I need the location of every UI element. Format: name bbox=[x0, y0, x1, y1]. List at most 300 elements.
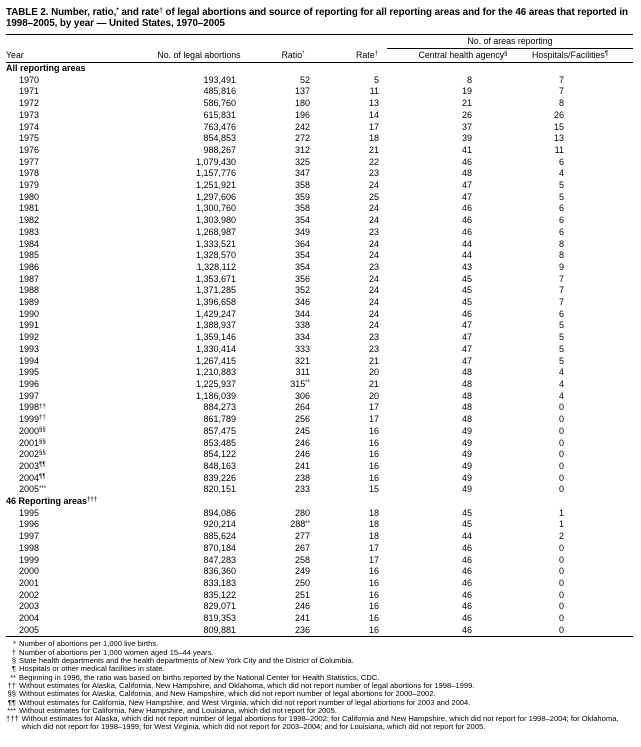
year-cell: 1995 bbox=[19, 507, 40, 518]
value-cell: 24 bbox=[368, 250, 379, 261]
value-cell: 0 bbox=[558, 566, 564, 577]
value-cell: 7 bbox=[558, 86, 564, 97]
value-cell: 920,214 bbox=[203, 519, 236, 530]
year-cell: 1999 bbox=[19, 554, 40, 565]
table-row bbox=[6, 414, 633, 426]
table-row bbox=[6, 86, 633, 98]
year-cell: 2004¶¶ bbox=[19, 472, 46, 483]
value-cell: 1,371,285 bbox=[195, 285, 236, 296]
year-cell: 1971 bbox=[19, 86, 40, 97]
value-cell: 6 bbox=[558, 215, 564, 226]
footnote-text: Without estimates for California, New Hampshire, and Louisiana, which did not report for 2005. bbox=[19, 705, 337, 715]
value-cell: 4 bbox=[558, 378, 564, 389]
table-row bbox=[6, 110, 633, 122]
value-cell: 0 bbox=[558, 624, 564, 635]
year-cell: 1998†† bbox=[19, 402, 46, 413]
value-cell: 258 bbox=[294, 554, 310, 565]
year-cell: 1990 bbox=[19, 308, 40, 319]
value-cell: 848,163 bbox=[203, 460, 236, 471]
footnote-text: Hospitals or other medical facilities in state. bbox=[19, 664, 165, 674]
footnote-text: Number of abortions per 1,000 women aged 15–44 years. bbox=[19, 647, 214, 657]
value-cell: 24 bbox=[368, 308, 379, 319]
value-cell: 16 bbox=[368, 566, 379, 577]
value-cell: 988,267 bbox=[203, 144, 236, 155]
value-cell: 196 bbox=[294, 109, 310, 120]
value-cell: 0 bbox=[558, 613, 564, 624]
year-cell: 1999†† bbox=[19, 414, 46, 425]
value-cell: 19 bbox=[461, 86, 472, 97]
value-cell: 820,151 bbox=[203, 484, 236, 495]
value-cell: 24 bbox=[368, 238, 379, 249]
value-cell: 18 bbox=[368, 133, 379, 144]
value-cell: 37 bbox=[461, 121, 472, 132]
table-row bbox=[6, 461, 633, 473]
value-cell: 16 bbox=[368, 589, 379, 600]
value-cell: 364 bbox=[294, 238, 310, 249]
table-row bbox=[6, 203, 633, 215]
column-header-ratio: Ratio* bbox=[242, 48, 317, 63]
year-cell: 1982 bbox=[19, 215, 40, 226]
year-cell: 1977 bbox=[19, 156, 40, 167]
value-cell: 24 bbox=[368, 285, 379, 296]
value-cell: 857,475 bbox=[203, 425, 236, 436]
year-cell: 1988 bbox=[19, 285, 40, 296]
value-cell: 46 bbox=[461, 215, 472, 226]
year-cell: 1995 bbox=[19, 367, 40, 378]
year-cell: 1997 bbox=[19, 531, 40, 542]
value-cell: 48 bbox=[461, 367, 472, 378]
value-cell: 358 bbox=[294, 180, 310, 191]
table-row bbox=[6, 309, 633, 321]
value-cell: 5 bbox=[373, 74, 379, 85]
table-row bbox=[6, 531, 633, 543]
value-cell: 17 bbox=[368, 554, 379, 565]
value-cell: 24 bbox=[368, 203, 379, 214]
value-cell: 0 bbox=[558, 402, 564, 413]
table-row bbox=[6, 75, 633, 87]
column-header-rate: Rate† bbox=[317, 48, 387, 63]
table-body bbox=[6, 63, 633, 637]
value-cell: 46 bbox=[461, 203, 472, 214]
value-cell: 17 bbox=[368, 414, 379, 425]
value-cell: 23 bbox=[368, 343, 379, 354]
year-cell: 1979 bbox=[19, 180, 40, 191]
value-cell: 5 bbox=[558, 320, 564, 331]
footnote-symbol: ††† bbox=[6, 714, 19, 724]
value-cell: 306 bbox=[294, 390, 310, 401]
value-cell: 49 bbox=[461, 484, 472, 495]
value-cell: 46 bbox=[461, 601, 472, 612]
value-cell: 1,268,987 bbox=[195, 226, 236, 237]
value-cell: 245 bbox=[294, 425, 310, 436]
value-cell: 836,360 bbox=[203, 566, 236, 577]
table-row bbox=[6, 426, 633, 438]
value-cell: 47 bbox=[461, 180, 472, 191]
value-cell: 25 bbox=[368, 191, 379, 202]
footnote-text: Number of abortions per 1,000 live births. bbox=[19, 639, 159, 649]
value-cell: 16 bbox=[368, 624, 379, 635]
footnote-text: Without estimates for Alaska, California, and New Hampshire, which did not report number of legal abortions for 2000–2002. bbox=[19, 689, 436, 699]
year-cell: 2000 bbox=[19, 566, 40, 577]
value-cell: 835,122 bbox=[203, 589, 236, 600]
value-cell: 45 bbox=[461, 519, 472, 530]
table-row bbox=[6, 601, 633, 613]
value-cell: 333 bbox=[294, 343, 310, 354]
value-cell: 24 bbox=[368, 180, 379, 191]
value-cell: 847,283 bbox=[203, 554, 236, 565]
year-cell: 2001§§ bbox=[19, 437, 46, 448]
value-cell: 46 bbox=[461, 577, 472, 588]
value-cell: 21 bbox=[368, 378, 379, 389]
value-cell: 46 bbox=[461, 554, 472, 565]
footnote-symbol: ¶ bbox=[11, 664, 16, 674]
value-cell: 6 bbox=[558, 226, 564, 237]
value-cell: 354 bbox=[294, 250, 310, 261]
table-row bbox=[6, 519, 633, 531]
value-cell: 7 bbox=[558, 74, 564, 85]
value-cell: 20 bbox=[368, 367, 379, 378]
value-cell: 0 bbox=[558, 449, 564, 460]
value-cell: 26 bbox=[553, 109, 564, 120]
year-cell: 1983 bbox=[19, 226, 40, 237]
column-header-row bbox=[6, 48, 633, 63]
value-cell: 1,353,671 bbox=[195, 273, 236, 284]
footnotes bbox=[6, 640, 635, 731]
value-cell: 23 bbox=[368, 226, 379, 237]
value-cell: 6 bbox=[558, 156, 564, 167]
value-cell: 8 bbox=[466, 74, 472, 85]
value-cell: 24 bbox=[368, 273, 379, 284]
value-cell: 0 bbox=[558, 437, 564, 448]
section-header-row-46-reporting-areas bbox=[6, 496, 633, 508]
table-row bbox=[6, 356, 633, 368]
value-cell: 1,157,776 bbox=[195, 168, 236, 179]
value-cell: 238 bbox=[294, 472, 310, 483]
value-cell: 344 bbox=[294, 308, 310, 319]
value-cell: 47 bbox=[461, 332, 472, 343]
value-cell: 321 bbox=[294, 355, 310, 366]
table-row bbox=[6, 168, 633, 180]
value-cell: 338 bbox=[294, 320, 310, 331]
value-cell: 47 bbox=[461, 355, 472, 366]
value-cell: 1,429,247 bbox=[195, 308, 236, 319]
value-cell: 280 bbox=[294, 507, 310, 518]
year-cell: 1980 bbox=[19, 191, 40, 202]
value-cell: 0 bbox=[558, 484, 564, 495]
value-cell: 23 bbox=[368, 261, 379, 272]
value-cell: 352 bbox=[294, 285, 310, 296]
value-cell: 4 bbox=[558, 390, 564, 401]
value-cell: 359 bbox=[294, 191, 310, 202]
value-cell: 4 bbox=[558, 168, 564, 179]
table-row bbox=[6, 578, 633, 590]
value-cell: 11 bbox=[554, 144, 564, 155]
value-cell: 264 bbox=[294, 402, 310, 413]
value-cell: 242 bbox=[294, 121, 310, 132]
table-row bbox=[6, 122, 633, 134]
year-cell: 1996 bbox=[19, 378, 40, 389]
value-cell: 0 bbox=[558, 414, 564, 425]
value-cell: 23 bbox=[368, 332, 379, 343]
value-cell: 11 bbox=[369, 86, 379, 97]
year-cell: 2002 bbox=[19, 589, 40, 600]
value-cell: 833,183 bbox=[203, 577, 236, 588]
value-cell: 315** bbox=[290, 378, 310, 389]
year-cell: 2003¶¶ bbox=[19, 460, 46, 471]
year-cell: 1997 bbox=[19, 390, 40, 401]
value-cell: 24 bbox=[368, 297, 379, 308]
value-cell: 13 bbox=[553, 133, 564, 144]
table-row bbox=[6, 262, 633, 274]
value-cell: 0 bbox=[558, 601, 564, 612]
year-cell: 1970 bbox=[19, 74, 40, 85]
year-cell: 1987 bbox=[19, 273, 40, 284]
value-cell: 8 bbox=[558, 238, 564, 249]
year-cell: 2003 bbox=[19, 601, 40, 612]
table-row bbox=[6, 555, 633, 567]
year-cell: 1993 bbox=[19, 343, 40, 354]
value-cell: 20 bbox=[368, 390, 379, 401]
value-cell: 1,079,430 bbox=[195, 156, 236, 167]
value-cell: 256 bbox=[294, 414, 310, 425]
value-cell: 2 bbox=[558, 531, 564, 542]
value-cell: 48 bbox=[461, 414, 472, 425]
column-header-year: Year bbox=[6, 48, 112, 63]
table-row bbox=[6, 508, 633, 520]
value-cell: 5 bbox=[558, 332, 564, 343]
table-row bbox=[6, 590, 633, 602]
table-row bbox=[6, 157, 633, 169]
value-cell: 1,210,883 bbox=[195, 367, 236, 378]
value-cell: 21 bbox=[368, 144, 379, 155]
value-cell: 5 bbox=[558, 191, 564, 202]
value-cell: 16 bbox=[368, 425, 379, 436]
year-cell: 1972 bbox=[19, 98, 40, 109]
value-cell: 8 bbox=[558, 250, 564, 261]
value-cell: 49 bbox=[461, 437, 472, 448]
year-cell: 1986 bbox=[19, 261, 40, 272]
table-row bbox=[6, 133, 633, 145]
footnote-text: State health departments and the health departments of New York City and the District of Columbia. bbox=[19, 656, 354, 666]
value-cell: 18 bbox=[368, 519, 379, 530]
value-cell: 48 bbox=[461, 390, 472, 401]
value-cell: 1,330,414 bbox=[195, 343, 236, 354]
value-cell: 0 bbox=[558, 577, 564, 588]
value-cell: 1,328,570 bbox=[195, 250, 236, 261]
value-cell: 18 bbox=[368, 507, 379, 518]
table-row bbox=[6, 285, 633, 297]
value-cell: 16 bbox=[368, 601, 379, 612]
year-cell: 1989 bbox=[19, 297, 40, 308]
value-cell: 41 bbox=[461, 144, 472, 155]
value-cell: 47 bbox=[461, 191, 472, 202]
areas-reporting-group-row bbox=[6, 35, 633, 49]
value-cell: 193,491 bbox=[203, 74, 236, 85]
table-row bbox=[6, 449, 633, 461]
table-row bbox=[6, 543, 633, 555]
value-cell: 1,396,658 bbox=[195, 297, 236, 308]
table-row bbox=[6, 192, 633, 204]
value-cell: 485,816 bbox=[203, 86, 236, 97]
value-cell: 39 bbox=[461, 133, 472, 144]
value-cell: 1,328,112 bbox=[196, 261, 236, 272]
value-cell: 7 bbox=[558, 273, 564, 284]
value-cell: 884,273 bbox=[203, 402, 236, 413]
value-cell: 48 bbox=[461, 378, 472, 389]
value-cell: 233 bbox=[294, 484, 310, 495]
value-cell: 6 bbox=[558, 203, 564, 214]
value-cell: 46 bbox=[461, 308, 472, 319]
areas-reporting-group-header: No. of areas reporting bbox=[387, 35, 633, 49]
table-row bbox=[6, 367, 633, 379]
value-cell: 46 bbox=[461, 589, 472, 600]
value-cell: 45 bbox=[461, 507, 472, 518]
table-row bbox=[6, 438, 633, 450]
value-cell: 311 bbox=[295, 367, 310, 378]
section-header-row-all-reporting-areas bbox=[6, 63, 633, 75]
value-cell: 0 bbox=[558, 554, 564, 565]
value-cell: 288** bbox=[290, 519, 310, 530]
value-cell: 1,388,937 bbox=[195, 320, 236, 331]
value-cell: 46 bbox=[461, 226, 472, 237]
table-row bbox=[6, 250, 633, 262]
value-cell: 236 bbox=[294, 624, 310, 635]
value-cell: 17 bbox=[368, 121, 379, 132]
year-cell: 2005 bbox=[19, 624, 40, 635]
value-cell: 829,071 bbox=[203, 601, 236, 612]
value-cell: 7 bbox=[558, 297, 564, 308]
column-header-hospitals-facilities: Hospitals/Facilities¶ bbox=[519, 48, 633, 63]
table-row bbox=[6, 145, 633, 157]
value-cell: 49 bbox=[461, 460, 472, 471]
value-cell: 6 bbox=[558, 308, 564, 319]
value-cell: 277 bbox=[294, 531, 310, 542]
value-cell: 16 bbox=[368, 577, 379, 588]
value-cell: 49 bbox=[461, 472, 472, 483]
footnote-symbol: §§ bbox=[7, 689, 16, 699]
footnote-symbol: † bbox=[11, 647, 16, 657]
table-header bbox=[6, 35, 633, 63]
value-cell: 8 bbox=[558, 98, 564, 109]
value-cell: 0 bbox=[558, 542, 564, 553]
value-cell: 854,122 bbox=[203, 449, 236, 460]
value-cell: 4 bbox=[558, 367, 564, 378]
value-cell: 24 bbox=[368, 215, 379, 226]
value-cell: 586,760 bbox=[203, 98, 236, 109]
value-cell: 21 bbox=[368, 355, 379, 366]
value-cell: 1,303,980 bbox=[195, 215, 236, 226]
section-label: All reporting areas bbox=[6, 63, 86, 73]
year-cell: 1991 bbox=[19, 320, 40, 331]
value-cell: 312 bbox=[294, 144, 310, 155]
table-row bbox=[6, 379, 633, 391]
value-cell: 17 bbox=[368, 402, 379, 413]
value-cell: 13 bbox=[368, 98, 379, 109]
table-row bbox=[6, 391, 633, 403]
table-row bbox=[6, 566, 633, 578]
value-cell: 346 bbox=[294, 297, 310, 308]
value-cell: 44 bbox=[461, 250, 472, 261]
value-cell: 16 bbox=[368, 472, 379, 483]
footnote-text: Without estimates for Alaska, which did not report number of legal abortions for 1998–2002; for California and New Hampshire, which did not report for 1998–2004; for Oklahoma, which did not report for 1998–1999; for West Virginia, which did not report for 2003–2004; and for Louisiana, which did not report for 2005. bbox=[21, 714, 619, 732]
footnote-symbol: †† bbox=[7, 680, 16, 690]
value-cell: 16 bbox=[368, 460, 379, 471]
footnote-symbol: ** bbox=[10, 672, 16, 682]
value-cell: 1,225,937 bbox=[195, 378, 236, 389]
footnote-symbol: § bbox=[11, 656, 16, 666]
year-cell: 2005*** bbox=[19, 484, 47, 495]
table-row bbox=[6, 613, 633, 625]
column-header-central-health-agency: Central health agency§ bbox=[387, 48, 519, 63]
abortion-statistics-table bbox=[6, 34, 633, 637]
year-cell: 1985 bbox=[19, 250, 40, 261]
value-cell: 241 bbox=[294, 460, 310, 471]
value-cell: 52 bbox=[299, 74, 310, 85]
value-cell: 15 bbox=[368, 484, 379, 495]
value-cell: 45 bbox=[461, 285, 472, 296]
value-cell: 246 bbox=[294, 449, 310, 460]
value-cell: 48 bbox=[461, 402, 472, 413]
value-cell: 15 bbox=[553, 121, 564, 132]
year-cell: 2000§§ bbox=[19, 425, 46, 436]
value-cell: 46 bbox=[461, 613, 472, 624]
value-cell: 22 bbox=[368, 156, 379, 167]
year-cell: 1984 bbox=[19, 238, 40, 249]
value-cell: 47 bbox=[461, 343, 472, 354]
year-cell: 1973 bbox=[19, 109, 40, 120]
value-cell: 0 bbox=[558, 589, 564, 600]
year-cell: 1998 bbox=[19, 542, 40, 553]
value-cell: 23 bbox=[368, 168, 379, 179]
footnote-symbol: *** bbox=[7, 705, 16, 715]
value-cell: 349 bbox=[294, 226, 310, 237]
year-cell: 1992 bbox=[19, 332, 40, 343]
year-cell: 2002§§ bbox=[19, 449, 46, 460]
value-cell: 47 bbox=[461, 320, 472, 331]
value-cell: 249 bbox=[294, 566, 310, 577]
section-label: 46 Reporting areas††† bbox=[6, 496, 98, 507]
table-row bbox=[6, 98, 633, 110]
value-cell: 839,226 bbox=[203, 472, 236, 483]
value-cell: 246 bbox=[294, 601, 310, 612]
footnote bbox=[6, 715, 635, 732]
value-cell: 46 bbox=[461, 624, 472, 635]
value-cell: 0 bbox=[558, 472, 564, 483]
column-header-no-of-legal-abortions: No. of legal abortions bbox=[112, 48, 242, 63]
value-cell: 44 bbox=[461, 238, 472, 249]
value-cell: 1,359,146 bbox=[195, 332, 236, 343]
table-title: TABLE 2. Number, ratio,* and rate† of legal abortions and source of reporting for all reporting areas and for the 46 areas that reported in 1998–2005, by year — United States, 1970–2005 bbox=[6, 7, 628, 29]
value-cell: 26 bbox=[461, 109, 472, 120]
year-cell: 1994 bbox=[19, 355, 40, 366]
value-cell: 48 bbox=[461, 168, 472, 179]
year-cell: 1978 bbox=[19, 168, 40, 179]
value-cell: 49 bbox=[461, 449, 472, 460]
value-cell: 267 bbox=[294, 542, 310, 553]
value-cell: 325 bbox=[294, 156, 310, 167]
table-row bbox=[6, 320, 633, 332]
value-cell: 1,267,415 bbox=[195, 355, 236, 366]
footnote-symbol: * bbox=[13, 639, 16, 649]
value-cell: 0 bbox=[558, 460, 564, 471]
value-cell: 251 bbox=[294, 589, 310, 600]
table-row bbox=[6, 344, 633, 356]
value-cell: 1,333,521 bbox=[195, 238, 236, 249]
value-cell: 46 bbox=[461, 156, 472, 167]
table-row bbox=[6, 402, 633, 414]
value-cell: 18 bbox=[368, 531, 379, 542]
group-header-spacer bbox=[6, 35, 387, 49]
